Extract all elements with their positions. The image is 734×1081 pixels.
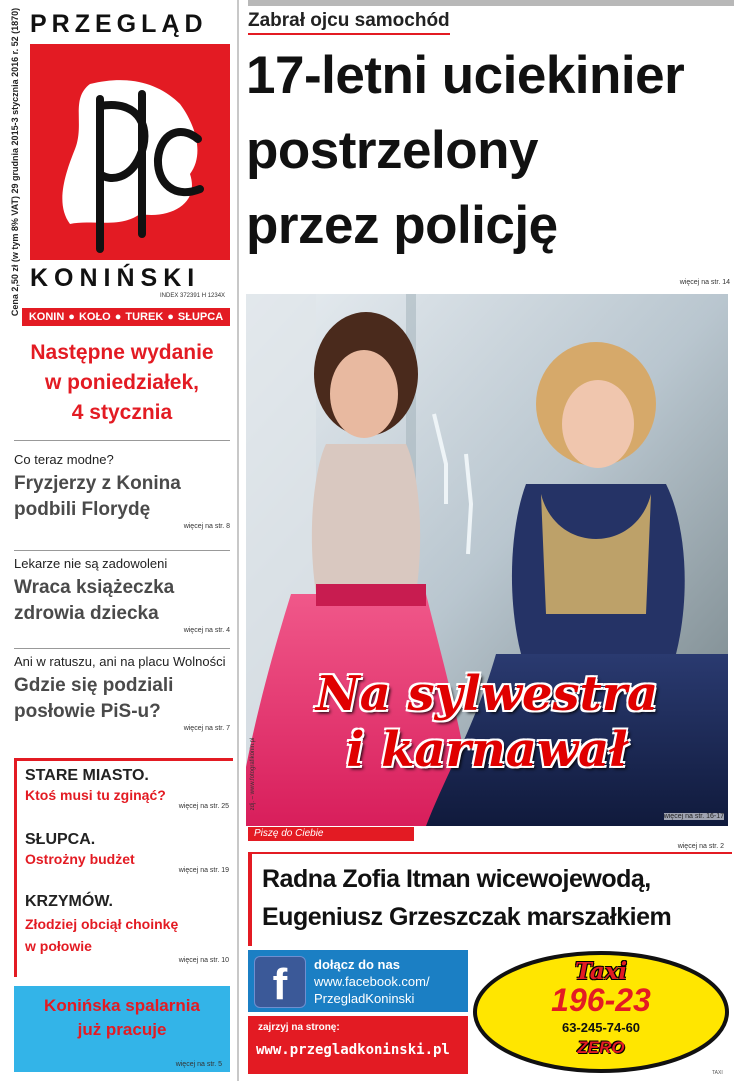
news-sub: Ktoś musi tu zginąć? — [25, 787, 166, 803]
column-tab: Piszę do Ciebie — [248, 827, 414, 841]
town-slupca: SŁUPCA — [177, 311, 224, 323]
story-title: Wraca książeczka — [14, 577, 175, 598]
masthead-logo — [30, 44, 230, 260]
story-more: więcej na str. 8 — [183, 523, 230, 530]
story-kicker: Lekarze nie są zadowoleni — [14, 556, 168, 571]
news-krzymow[interactable] — [25, 893, 229, 964]
corner-mark: TAXI — [712, 1070, 723, 1076]
story-title: Fryzjerzy z Konina — [14, 473, 181, 494]
column-headline-text — [262, 860, 671, 936]
photo-title-line: Na sylwestra — [315, 666, 659, 722]
news-more: więcej na str. 19 — [178, 867, 229, 874]
facebook-text — [314, 956, 430, 1007]
news-sub: Ostrożny budżet — [25, 851, 135, 867]
story-kicker: Ani w ratuszu, ani na placu Wolności — [14, 654, 226, 669]
next-issue-notice — [8, 338, 236, 428]
spalarnia-box[interactable] — [14, 986, 230, 1072]
news-place: STARE MIASTO. — [25, 767, 149, 784]
masthead-word-bottom: KONIŃSKI — [30, 264, 201, 292]
facebook-icon — [254, 956, 306, 1008]
headline-more: więcej na str. 14 — [679, 279, 730, 286]
divider — [14, 550, 230, 551]
next-issue-line: 4 stycznia — [71, 401, 173, 424]
dot-icon: ● — [68, 311, 75, 323]
story-kicker: Co teraz modne? — [14, 452, 114, 467]
town-turek: TUREK — [125, 311, 164, 323]
taxi-number: 196-23 — [551, 982, 651, 1018]
next-issue-line: Następne wydanie — [30, 341, 214, 364]
story-title: posłowie PiS-u? — [14, 701, 161, 722]
story-fryzjerzy[interactable] — [14, 452, 230, 530]
column-divider — [237, 0, 239, 1081]
masthead-index: INDEX 372391 H 1234X — [160, 293, 226, 299]
pk-logo-icon — [30, 44, 230, 260]
website-url: www.przegladkoninski.pl — [256, 1042, 450, 1058]
facebook-ad[interactable] — [248, 950, 468, 1012]
taxi-word: Taxi — [574, 958, 628, 985]
facebook-line: www.facebook.com/ — [314, 974, 430, 989]
regional-news-box — [14, 758, 233, 977]
story-title: zdrowia dziecka — [14, 603, 159, 624]
news-sub: Złodziej obciął choinkę — [25, 916, 179, 932]
dot-icon: ● — [167, 311, 174, 323]
main-headline[interactable] — [246, 38, 734, 263]
towns-strip — [22, 308, 230, 326]
story-title: podbili Florydę — [14, 499, 151, 520]
news-place: SŁUPCA. — [25, 831, 96, 848]
headline-line: postrzelony — [246, 121, 538, 180]
town-kolo: KOŁO — [78, 311, 111, 323]
facebook-f-glyph: f — [272, 960, 288, 1009]
news-more: więcej na str. 25 — [178, 803, 229, 810]
news-slupca[interactable] — [25, 831, 229, 874]
photo-more: więcej na str. 16-17 — [663, 813, 724, 820]
dot-icon: ● — [114, 311, 122, 323]
cover-photo[interactable] — [246, 294, 728, 826]
photo-credit-text: zdj. – www.fotografikonin.pl — [250, 737, 256, 811]
masthead-word-top: PRZEGLĄD — [30, 10, 208, 38]
news-sub: w połowie — [25, 938, 92, 954]
column-more: więcej na str. 2 — [677, 843, 724, 850]
photo-credit — [248, 734, 258, 814]
story-more: więcej na str. 7 — [183, 725, 230, 732]
spalarnia-line: Konińska spalarnia — [44, 996, 200, 1015]
top-grey-bar — [248, 0, 734, 6]
spalarnia-line: już pracuje — [77, 1020, 167, 1039]
story-poslowie[interactable] — [14, 654, 230, 732]
story-more: więcej na str. 4 — [183, 627, 230, 634]
spalarnia-more: więcej na str. 5 — [175, 1061, 222, 1068]
next-issue-line: w poniedziałek, — [44, 371, 200, 394]
column-line: Radna Zofia Itman wicewojewodą, — [262, 865, 651, 893]
photo-title — [246, 666, 728, 778]
website-ad[interactable] — [248, 1016, 468, 1074]
story-title: Gdzie się podziali — [14, 675, 174, 696]
website-label: zajrzyj na stronę: — [258, 1022, 340, 1033]
photo-title-line: i karnawał — [346, 722, 628, 778]
news-place: KRZYMÓW. — [25, 893, 113, 910]
taxi-phone: 63-245-74-60 — [561, 1020, 641, 1035]
news-more: więcej na str. 10 — [178, 957, 229, 964]
main-kicker: Zabrał ojcu samochód — [248, 10, 450, 35]
column-line: Eugeniusz Grzeszczak marszałkiem — [262, 903, 672, 931]
facebook-line: dołącz do nas — [314, 957, 400, 972]
taxi-name: ZERO — [577, 1038, 625, 1057]
issue-info-vertical — [4, 7, 26, 317]
spalarnia-title — [14, 994, 230, 1042]
taxi-ad[interactable] — [472, 950, 730, 1074]
story-ksiazeczka[interactable] — [14, 556, 230, 634]
news-stare-miasto[interactable] — [25, 767, 229, 810]
headline-line: 17-letni uciekinier — [246, 46, 685, 105]
divider — [14, 648, 230, 649]
facebook-line: PrzegladKoninski — [314, 991, 415, 1006]
column-headline[interactable] — [248, 852, 732, 946]
headline-line: przez policję — [246, 196, 558, 255]
divider — [14, 440, 230, 441]
town-konin: KONIN — [28, 311, 65, 323]
issue-info-text: Cena 2,50 zł (w tym 8% VAT) 29 grudnia 2015-3 stycznia 2016 r. 52 (1870) — [10, 7, 20, 317]
